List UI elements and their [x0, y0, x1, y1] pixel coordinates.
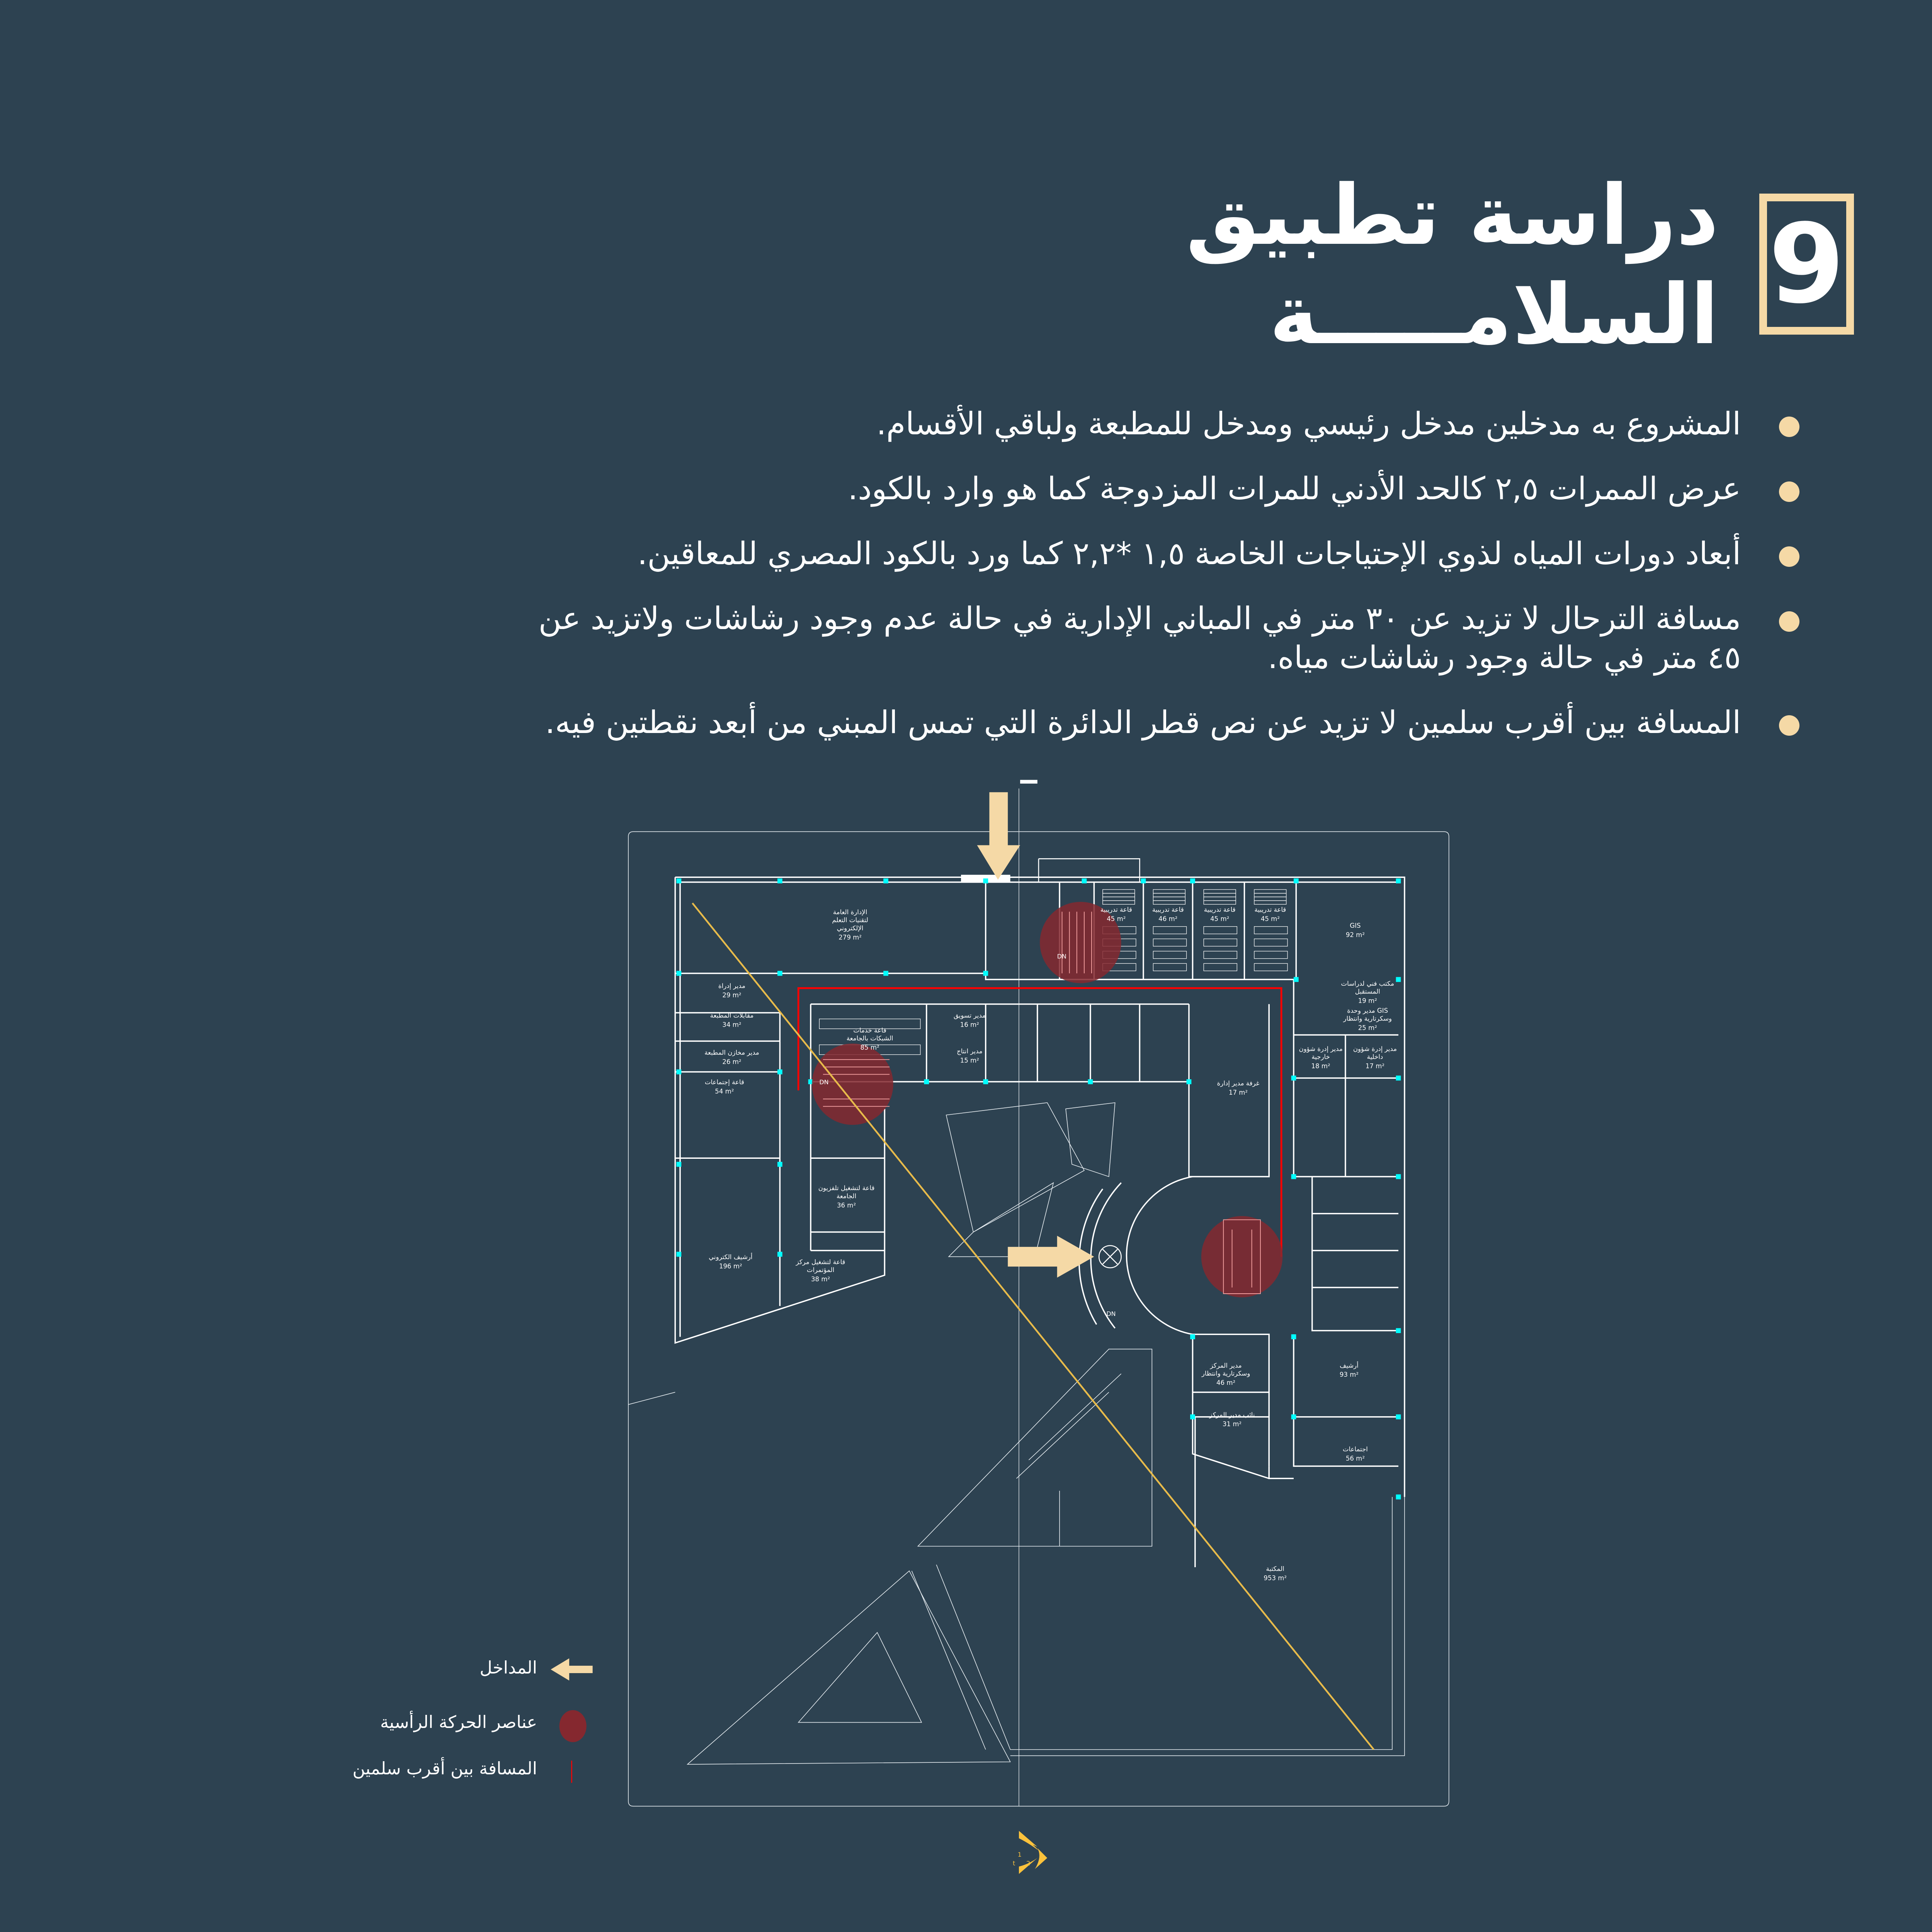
- seat-row: [1204, 951, 1237, 959]
- page-title-line1: دراسة تطبيق: [1185, 167, 1719, 264]
- column-marker: [1291, 1174, 1296, 1179]
- legend-vertical-circulation: عناصر الحركة الرأسية: [380, 1712, 537, 1732]
- column-marker: [677, 971, 682, 976]
- room-name: أرشيف: [1340, 1362, 1359, 1369]
- entrance-canopy: [1039, 859, 1139, 882]
- room-area: 279 m²: [838, 934, 862, 941]
- page-title-line2: السلامـــــة: [1269, 266, 1719, 363]
- column-marker: [924, 1079, 929, 1084]
- stair-tag: DN: [1057, 952, 1066, 960]
- desk: [1153, 901, 1185, 905]
- column-marker: [677, 1252, 682, 1257]
- room-name: المستقبل: [1355, 988, 1380, 995]
- seat-row: [1204, 927, 1237, 934]
- desk: [1103, 889, 1135, 893]
- room-area: 17 m²: [1365, 1062, 1385, 1070]
- room-name: مدير إدرة شؤون: [1353, 1045, 1397, 1053]
- room-area: 38 m²: [811, 1276, 830, 1283]
- room-name: قاعة خدمات: [853, 1027, 886, 1034]
- vertical-circulation-stair-3: [1201, 1216, 1282, 1297]
- seat-row: [1153, 927, 1186, 934]
- page-title: [1186, 166, 1719, 364]
- bullet-text: مسافة الترحال لا تزيد عن ٣٠ متر في المباني الإدارية في حالة عدم وجود رشاشات ولاتزيد عن ٤٥ متر في حالة وجود رشاشات مياه.: [538, 600, 1741, 675]
- column-marker: [1291, 1334, 1296, 1339]
- room-area: 31 m²: [1222, 1420, 1242, 1428]
- room-name: مقابلات المطبعة: [710, 1012, 754, 1019]
- column-marker: [983, 971, 988, 976]
- desk: [1254, 893, 1286, 897]
- room-area: 16 m²: [960, 1021, 979, 1029]
- bullet-text: المسافة بين أقرب سلمين لا تزيد عن نص قطر الدائرة التي تمس المبني من أبعد نقطتين فيه.: [545, 704, 1741, 740]
- room-name: داخلية: [1367, 1053, 1383, 1061]
- room-area: 36 m²: [837, 1201, 856, 1209]
- bullet-dot-icon: [1779, 611, 1799, 632]
- room-name: الشبكات بالجامعة: [846, 1034, 893, 1042]
- column-marker: [983, 1079, 988, 1084]
- bullet-item: [532, 599, 1799, 677]
- room-name: مدير إدراة: [718, 982, 745, 990]
- bullet-dot-icon: [1779, 715, 1799, 736]
- seat-row: [1153, 939, 1186, 946]
- room-name: غرفة مدير إدارة: [1217, 1080, 1260, 1087]
- room-name: GIS: [1350, 922, 1361, 929]
- desk: [1103, 893, 1135, 897]
- room-name: المؤتمرات: [806, 1266, 835, 1274]
- bullet-item: [508, 469, 1799, 508]
- room-name: قاعة لتشغيل تلفزيون: [818, 1184, 875, 1192]
- column-marker: [883, 971, 888, 976]
- seat-row: [1204, 939, 1237, 946]
- column-marker: [1396, 878, 1401, 883]
- desk: [1254, 897, 1286, 901]
- svg-text:t: t: [1012, 1859, 1015, 1867]
- room-name: قاعة إجتماعات: [704, 1078, 744, 1086]
- desk: [1204, 901, 1236, 905]
- room-area: 17 m²: [1228, 1089, 1248, 1097]
- column-marker: [883, 878, 888, 883]
- room-name: مكتب فني لدراسات: [1341, 980, 1395, 987]
- room-area: 45 m²: [1210, 915, 1230, 923]
- room-name: اجتماعات: [1342, 1446, 1368, 1453]
- bullet-item: [508, 404, 1799, 443]
- north-dash: [1020, 780, 1037, 784]
- column-marker: [1141, 878, 1146, 883]
- room-name: لتقنيات التعلم: [832, 916, 868, 924]
- legend-entrances: المداخل: [480, 1657, 537, 1678]
- column-marker: [1190, 1414, 1195, 1419]
- room-area: 45 m²: [1260, 915, 1280, 923]
- center-cross-icon: [1103, 1249, 1117, 1264]
- bullet-text: عرض الممرات ٢,٥ كالحد الأدني للمرات المزدوجة كما هو وارد بالكود.: [848, 470, 1741, 507]
- room-area: 93 m²: [1339, 1371, 1359, 1379]
- room-name: مدير المركز: [1210, 1362, 1242, 1369]
- bullet-item: [508, 703, 1799, 742]
- stair-tag: DN: [1106, 1310, 1116, 1318]
- column-marker: [1291, 1076, 1296, 1081]
- desk: [1103, 901, 1135, 905]
- room-area: 56 m²: [1345, 1455, 1365, 1463]
- seat-row: [1254, 939, 1287, 946]
- bullet-item: [508, 534, 1799, 573]
- room-name: قاعة تدريبية: [1204, 906, 1236, 913]
- room-name: مدير وحدة GIS: [1347, 1007, 1388, 1014]
- room-area: 46 m²: [1158, 915, 1178, 923]
- room-name: مدير تسويق: [953, 1012, 986, 1019]
- seat-row: [1254, 963, 1287, 971]
- seat-row: [1204, 963, 1237, 971]
- desk: [1103, 897, 1135, 901]
- room-area: 18 m²: [1311, 1062, 1330, 1070]
- stair-tag: DN: [819, 1078, 829, 1086]
- desk: [1254, 889, 1286, 893]
- column-marker: [1396, 1328, 1401, 1333]
- room-name: وسكرتارية وانتظار: [1343, 1015, 1392, 1022]
- room-name: قاعة لتشغيل مركز: [796, 1258, 845, 1266]
- room-name: الجامعة: [836, 1192, 857, 1200]
- desk: [1204, 889, 1236, 893]
- column-marker: [1396, 1414, 1401, 1419]
- room-name: قاعة تدريبية: [1100, 906, 1132, 913]
- room-area: 953 m²: [1264, 1574, 1287, 1582]
- room-name: خارجية: [1311, 1053, 1330, 1061]
- column-marker: [1294, 977, 1299, 982]
- desk: [1153, 893, 1185, 897]
- bullet-dot-icon: [1779, 417, 1799, 437]
- column-marker: [777, 878, 782, 883]
- column-marker: [1396, 1174, 1401, 1179]
- room-area: 196 m²: [719, 1262, 742, 1270]
- room-name: المكتبة: [1266, 1565, 1284, 1573]
- column-marker: [983, 878, 988, 883]
- column-marker: [677, 878, 682, 883]
- room-name: قاعة تدريبية: [1254, 906, 1286, 913]
- seat-row: [1254, 951, 1287, 959]
- column-marker: [1082, 878, 1087, 883]
- column-marker: [1396, 1076, 1401, 1081]
- room-name: قاعة تدريبية: [1152, 906, 1184, 913]
- desk: [1153, 897, 1185, 901]
- column-marker: [1396, 1495, 1401, 1500]
- column-marker: [1396, 977, 1401, 982]
- bullet-dot-icon: [1779, 481, 1799, 502]
- section-number: 9: [1769, 200, 1845, 328]
- room-name: مدير مخازن المطبعة: [704, 1049, 759, 1056]
- room-name: مدير انتاج: [957, 1048, 983, 1055]
- room-area: 15 m²: [960, 1057, 979, 1065]
- column-marker: [1294, 878, 1299, 883]
- site-boundary: [628, 789, 1449, 1806]
- desk: [1204, 897, 1236, 901]
- column-marker: [777, 1252, 782, 1257]
- room-area: 45 m²: [1107, 915, 1126, 923]
- column-marker: [777, 971, 782, 976]
- column-marker: [1088, 1079, 1093, 1084]
- room-area: 92 m²: [1345, 931, 1365, 939]
- desk: [1204, 893, 1236, 897]
- section-number-box: [1759, 194, 1854, 335]
- room-name: مدير إدرة شؤون: [1299, 1045, 1343, 1053]
- room-area: 19 m²: [1358, 997, 1377, 1005]
- room-area: 34 m²: [722, 1021, 742, 1029]
- column-marker: [1190, 1334, 1195, 1339]
- column-marker: [677, 1070, 682, 1075]
- room-area: 29 m²: [722, 992, 742, 999]
- room-name: أرشيف الكتروني: [709, 1253, 753, 1261]
- bullet-text: المشروع به مدخلين مدخل رئيسي ومدخل للمطبعة ولباقي الأقسام.: [876, 405, 1741, 442]
- column-marker: [777, 1070, 782, 1075]
- room-name: نائب مدير المركز: [1209, 1411, 1255, 1418]
- column-marker: [1187, 1079, 1192, 1084]
- structural-columns: [677, 878, 1401, 1499]
- room-area: 26 m²: [722, 1058, 742, 1066]
- bullet-list: [508, 404, 1799, 768]
- seat-row: [1254, 927, 1287, 934]
- column-marker: [1291, 1414, 1296, 1419]
- desk: [1153, 889, 1185, 893]
- column-marker: [677, 1162, 682, 1167]
- entrance-arrow-top-icon: [977, 792, 1020, 879]
- vertical-circulation-stair-1: [1040, 902, 1121, 983]
- legend-stair-distance: المسافة بين أقرب سلمين: [352, 1758, 537, 1779]
- seat-row: [1153, 963, 1186, 971]
- room-name: وسكرتارية وانتظار: [1201, 1370, 1250, 1378]
- farthest-points-diagonal: [692, 903, 1374, 1750]
- room-area: 25 m²: [1358, 1024, 1377, 1032]
- room-name: الإدارة العامة: [833, 908, 867, 916]
- bullet-text: أبعاد دورات المياه لذوي الإحتياجات الخاصة ١,٥ *٢,٢ كما ورد بالكود المصري للمعاقين.: [637, 535, 1741, 571]
- column-marker: [777, 1162, 782, 1167]
- room-name: الإلكتروني: [837, 924, 864, 932]
- legend-entrance-arrow-icon: [551, 1658, 592, 1680]
- room-area: 54 m²: [715, 1087, 734, 1095]
- desk: [1254, 901, 1286, 905]
- legend-circulation-circle-icon: [560, 1710, 587, 1742]
- svg-text:1: 1: [1017, 1851, 1022, 1859]
- room-area: 85 m²: [860, 1044, 879, 1051]
- room-area: 46 m²: [1216, 1379, 1236, 1386]
- svg-text:2: 2: [1026, 1859, 1031, 1867]
- bullet-dot-icon: [1779, 546, 1799, 567]
- seat-row: [1153, 951, 1186, 959]
- column-marker: [1190, 878, 1195, 883]
- logo-mark-icon: [1013, 1831, 1047, 1874]
